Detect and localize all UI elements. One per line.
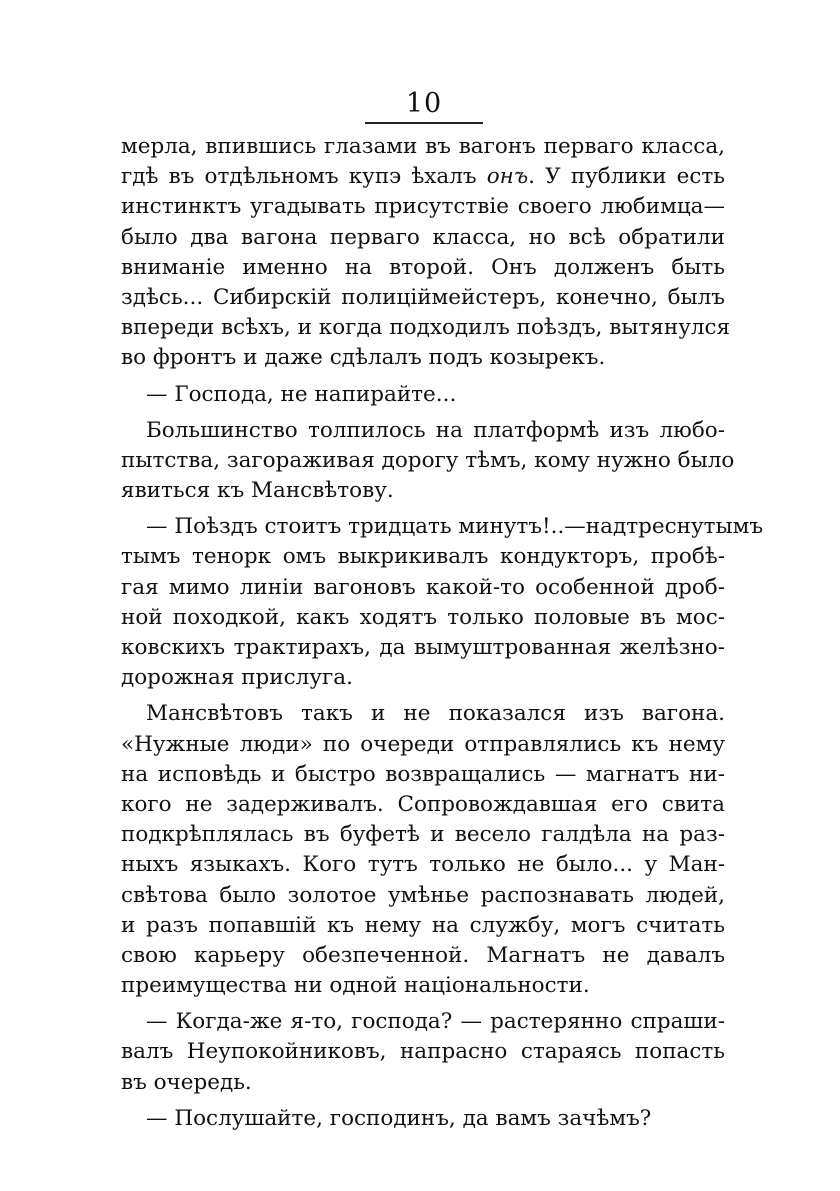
page-number: 10 bbox=[405, 88, 443, 119]
paragraph bbox=[121, 512, 764, 693]
text-line: и разъ попавшій къ нему на службу, могъ считать bbox=[121, 912, 725, 938]
text-line: — Послушайте, господинъ, да вамъ зачѣмъ? bbox=[146, 1105, 652, 1131]
text-line: во фронтъ и даже сдѣлалъ подъ козырекъ. bbox=[121, 345, 606, 371]
text-line: кого не задерживалъ. Сопровождавшая его свита bbox=[121, 791, 725, 817]
text-line: — Когда-же я-то, господа? — растерянно спраши- bbox=[146, 1009, 725, 1035]
body-text bbox=[121, 132, 764, 1134]
paragraph bbox=[121, 380, 725, 410]
text-line: пытства, загораживая дорогу тѣмъ, кому нужно было bbox=[121, 447, 735, 473]
text-line: на исповѣдь и быстро возвращались — магнатъ ни- bbox=[121, 761, 725, 787]
text-line: тымъ тенорк омъ выкрикивалъ кондукторъ, пробѣ- bbox=[121, 544, 725, 570]
text-line: «Нужные люди» по очереди отправлялись къ нему bbox=[121, 731, 725, 757]
text-line: — Поѣздъ стоитъ тридцать минутъ!..—надтреснутымъ bbox=[146, 514, 764, 540]
text-line: гая мимо линіи вагоновъ какой-то особенной дроб- bbox=[121, 574, 725, 600]
paragraph bbox=[121, 132, 731, 374]
header-rule bbox=[365, 122, 483, 124]
paragraph bbox=[121, 699, 725, 1001]
text-line: ковскихъ трактирахъ, да вымуштрованная желѣзно- bbox=[121, 635, 725, 660]
text-line: ной походкой, какъ ходятъ только половые въ мос- bbox=[121, 604, 725, 630]
emphasized-word: онъ bbox=[486, 164, 529, 190]
text-line: явиться къ Мансвѣтову. bbox=[121, 478, 394, 504]
text-line: вниманіе именно на второй. Онъ долженъ быть bbox=[121, 254, 725, 280]
page-header bbox=[365, 88, 483, 124]
text-line: свою карьеру обезпеченной. Магнатъ не давалъ bbox=[121, 942, 725, 968]
paragraph bbox=[121, 416, 735, 507]
paragraph bbox=[121, 1104, 725, 1134]
text-line: преимущества ни одной національности. bbox=[121, 973, 590, 999]
text-line: въ очередь. bbox=[121, 1069, 252, 1095]
text-line: валъ Неупокойниковъ, напрасно стараясь попасть bbox=[121, 1039, 725, 1065]
text-line: дорожная прислуга. bbox=[121, 665, 353, 691]
text-line: — Господа, не напирайте... bbox=[146, 381, 457, 407]
paragraph bbox=[121, 1007, 725, 1098]
text-line: мерла, впившись глазами въ вагонъ перваго класса, bbox=[121, 134, 725, 159]
text-line: впереди всѣхъ, и когда подходилъ поѣздъ, вытянулся bbox=[121, 315, 731, 341]
text-line: было два вагона перваго класса, но всѣ обратили bbox=[121, 224, 725, 250]
text-line: Большинство толпилось на платформѣ изъ любо- bbox=[146, 417, 725, 443]
text-line: гдѣ въ отдѣльномъ купэ ѣхалъ онъ. У публики есть bbox=[121, 164, 725, 190]
text-line: Мансвѣтовъ такъ и не показался изъ вагона. bbox=[146, 701, 725, 727]
text-line: ныхъ языкахъ. Кого тутъ только не было... у Ман- bbox=[121, 852, 725, 878]
text-line: свѣтова было золотое умѣнье распознавать людей, bbox=[121, 882, 725, 908]
text-line: инстинктъ угадывать присутствіе своего любимца— bbox=[121, 194, 725, 220]
text-line: здѣсь... Сибирскій полиціймейстеръ, конечно, былъ bbox=[121, 284, 725, 310]
text-line: подкрѣплялась въ буфетѣ и весело галдѣла на раз- bbox=[121, 822, 725, 848]
